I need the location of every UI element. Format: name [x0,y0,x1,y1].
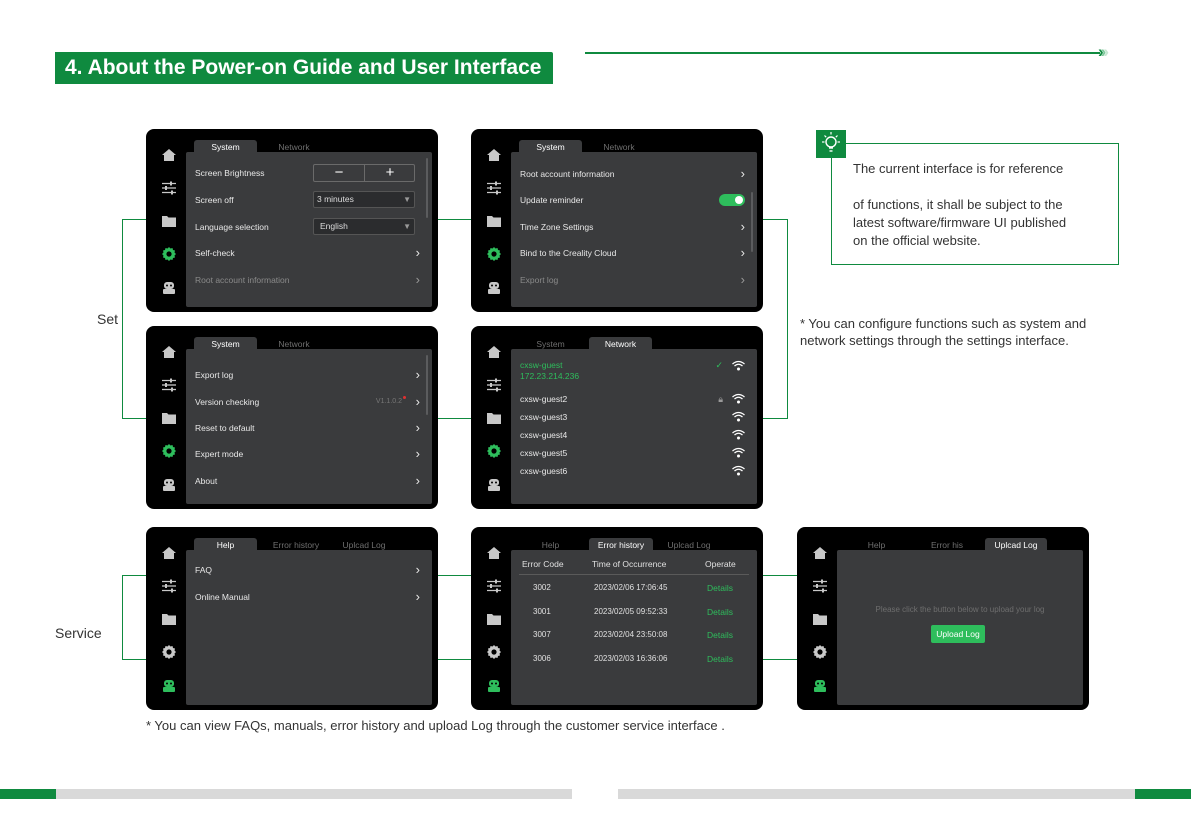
error-code-cell: 3007 [533,630,551,639]
tab-network[interactable]: Network [278,339,310,349]
screen-settings-system-3 [146,326,438,509]
faq-label: FAQ [195,565,213,575]
footer-bar-left [56,789,572,799]
reset-row[interactable] [195,420,420,436]
gear-icon[interactable] [161,443,177,459]
sliders-icon[interactable] [161,578,177,594]
tip-line: on the official website. [853,233,981,248]
update-reminder-row [520,192,745,208]
sliders-icon[interactable] [812,578,828,594]
wifi-icon [732,411,745,422]
sliders-icon[interactable] [486,180,502,196]
chevron-right-icon: › [415,367,420,382]
wifi-ssid: cxsw-guest2 [520,394,568,404]
bind-cloud-label: Bind to the Creality Cloud [520,248,617,258]
folder-icon[interactable] [486,410,502,426]
connector [438,659,471,660]
home-icon[interactable] [486,147,502,163]
wifi-icon [732,360,745,371]
connector [122,418,146,419]
scrollbar[interactable] [426,158,428,218]
language-value: English [320,221,348,231]
version-row[interactable] [195,394,420,410]
set-label: Set [97,311,119,327]
details-link[interactable]: Details [707,654,733,664]
brightness-stepper [313,164,415,182]
chevron-right-icon: › [415,473,420,488]
language-label: Language selection [195,222,269,232]
chevron-right-icon: › [415,562,420,577]
robot-icon[interactable] [161,279,177,295]
connector [122,575,146,576]
update-dot [403,396,406,399]
col-header-error-code: Error Code [522,559,564,569]
selfcheck-label: Self-check [195,248,235,258]
connector [763,575,797,576]
screen-settings-system-1 [146,129,438,312]
chevron-right-icon: › [740,272,745,287]
robot-icon[interactable] [486,279,502,295]
gear-icon[interactable] [812,644,828,660]
section-title: 4. About the Power-on Guide and User Interface [55,52,553,84]
connector [122,575,123,659]
home-icon[interactable] [161,545,177,561]
connector [438,219,471,220]
sidebar [154,336,184,506]
screen-off-select[interactable] [313,191,415,208]
wifi-icon [732,447,745,458]
help-panel [186,550,432,705]
root-account-row[interactable] [195,272,420,288]
col-header-time: Time of Occurrence [592,559,667,569]
scrollbar[interactable] [751,192,753,252]
robot-icon[interactable] [812,677,828,693]
header-rule [585,52,1100,54]
time-cell: 2023/02/03 16:36:06 [594,654,668,663]
time-cell: 2023/02/04 23:50:08 [594,630,668,639]
home-icon[interactable] [161,344,177,360]
connector [763,219,788,220]
robot-icon[interactable] [486,677,502,693]
tip-line: The current interface is for reference [853,161,1064,176]
footer-bar-right-accent [1135,789,1191,799]
wifi-row[interactable] [520,427,745,443]
expert-mode-label: Expert mode [195,449,244,459]
robot-icon[interactable] [161,476,177,492]
sidebar [479,336,509,506]
screen-settings-system-2 [471,129,763,312]
caret-down-icon: ▼ [403,195,411,204]
faq-row[interactable] [195,562,420,578]
tab-network[interactable]: Network [603,142,635,152]
folder-icon[interactable] [486,213,502,229]
tab-help[interactable]: Help [541,540,560,550]
robot-icon[interactable] [486,476,502,492]
chevron-right-icon: › [415,272,420,287]
sidebar [805,537,835,707]
service-note: * You can view FAQs, manuals, error history and upload Log through the customer service interface . [146,718,725,733]
folder-icon[interactable] [812,611,828,627]
selfcheck-row[interactable] [195,245,420,261]
sidebar [154,139,184,309]
connector [122,219,123,418]
sliders-icon[interactable] [161,377,177,393]
upload-instruction: Please click the button below to upload your log [875,605,1045,614]
folder-icon[interactable] [161,410,177,426]
wifi-row[interactable] [520,463,745,479]
robot-icon[interactable] [161,677,177,693]
error-code-cell: 3006 [533,654,551,663]
tab-upload-log[interactable]: Uplcad Log [342,540,386,550]
chevron-right-icon: › [415,394,420,409]
export-log-label: Export log [195,370,234,380]
screen-service-error-history [471,527,763,710]
chevrons-icon: ››› [1098,42,1107,61]
connector [438,418,471,419]
lightbulb-icon [816,130,846,158]
timezone-label: Time Zone Settings [520,222,594,232]
wifi-ssid: cxsw-guest3 [520,412,568,422]
root-account-label: Root account information [195,275,290,285]
connector [122,659,146,660]
details-link[interactable]: Details [707,630,733,640]
about-row[interactable] [195,473,420,489]
tab-error-history[interactable]: Error history [272,540,320,550]
tab-system[interactable]: System [194,140,257,155]
current-ip: 172.23.214.236 [520,371,580,381]
tab-network[interactable]: Network [278,142,310,152]
wifi-row[interactable] [520,445,745,461]
tab-system[interactable]: System [536,339,565,349]
home-icon[interactable] [812,545,828,561]
folder-icon[interactable] [486,611,502,627]
sidebar [479,139,509,309]
wifi-icon [732,393,745,404]
chevron-right-icon: › [415,446,420,461]
settings-panel [186,349,432,504]
chevron-right-icon: › [740,245,745,260]
screen-service-upload-log [797,527,1089,710]
tab-system[interactable]: System [519,140,582,155]
sliders-icon[interactable] [486,578,502,594]
time-cell: 2023/02/05 09:52:33 [594,607,668,616]
export-log-row[interactable] [195,367,420,383]
language-select[interactable] [313,218,415,235]
brightness-row [195,165,420,181]
header-divider [519,574,749,575]
bind-cloud-row[interactable] [520,245,745,261]
chevron-right-icon: › [415,245,420,260]
details-link[interactable]: Details [707,607,733,617]
scrollbar[interactable] [426,355,428,415]
root-account-row[interactable] [520,166,745,182]
connector [763,418,788,419]
wifi-current-row[interactable] [520,360,745,386]
wifi-ssid: cxsw-guest6 [520,466,568,476]
service-label: Service [55,625,102,641]
footer-bar-right [618,789,1135,799]
chevron-right-icon: › [740,219,745,234]
screen-off-value: 3 minutes [317,194,354,204]
version-label: Version checking [195,397,260,407]
connector [122,219,146,220]
tab-error-history[interactable]: Error his [930,540,964,550]
screen-service-help [146,527,438,710]
tip-line: of functions, it shall be subject to the [853,197,1063,212]
home-icon[interactable] [161,147,177,163]
tab-network[interactable]: Network [589,337,652,352]
gear-icon[interactable] [486,644,502,660]
tab-help[interactable]: Help [867,540,886,550]
error-code-cell: 3002 [533,583,551,592]
footer-bar-left-accent [0,789,56,799]
tab-help[interactable]: Help [194,538,257,553]
wifi-ssid: cxsw-guest4 [520,430,568,440]
sidebar [479,537,509,707]
wifi-row[interactable] [520,391,745,407]
settings-panel [511,152,757,307]
lock-icon: 🔒︎ [718,394,723,404]
gear-icon[interactable] [161,644,177,660]
connector [763,659,797,660]
chevron-right-icon: › [415,589,420,604]
brightness-label: Screen Brightness [195,168,265,178]
time-cell: 2023/02/06 17:06:45 [594,583,668,592]
online-manual-row[interactable] [195,589,420,605]
chevron-right-icon: › [740,166,745,181]
about-label: About [195,476,218,486]
check-icon: ✓ [715,360,723,370]
chevron-right-icon: › [415,420,420,435]
home-icon[interactable] [486,545,502,561]
update-reminder-toggle[interactable] [719,194,745,206]
error-history-panel [511,550,757,705]
tab-error-history[interactable]: Error history [589,538,653,553]
language-row [195,219,420,235]
home-icon[interactable] [486,344,502,360]
gear-icon[interactable] [486,443,502,459]
sliders-icon[interactable] [486,377,502,393]
wifi-icon [732,465,745,476]
tab-upload-log[interactable]: Uplcad Log [985,538,1047,553]
root-account-label: Root account information [520,169,615,179]
settings-note: * You can configure functions such as system and network settings through the settings interface. [800,316,1087,348]
settings-panel [186,152,432,307]
reset-label: Reset to default [195,423,255,433]
upload-log-panel [837,550,1083,705]
connector [438,575,471,576]
version-value: V1.1.0.2 [375,398,402,405]
decrease-button[interactable]: − [334,164,344,181]
tab-upload-log[interactable]: Uplcad Log [667,540,711,550]
folder-icon[interactable] [161,611,177,627]
expert-mode-row[interactable] [195,446,420,462]
current-ssid: cxsw-guest [520,360,563,370]
col-header-operate: Operate [705,559,736,569]
screen-settings-network [471,326,763,509]
upload-log-button[interactable]: Upload Log [931,625,985,643]
screen-off-row [195,192,420,208]
folder-icon[interactable] [161,213,177,229]
export-log-row[interactable] [520,272,745,288]
screen-off-label: Screen off [195,195,234,205]
update-reminder-label: Update reminder [520,195,584,205]
tip-line: latest software/firmware UI published [853,215,1067,230]
gear-icon[interactable] [486,246,502,262]
sliders-icon[interactable] [161,180,177,196]
connector [787,219,788,418]
error-code-cell: 3001 [533,607,551,616]
timezone-row[interactable] [520,219,745,235]
wifi-row[interactable] [520,409,745,425]
export-log-label: Export log [520,275,559,285]
network-panel [511,349,757,504]
wifi-ssid: cxsw-guest5 [520,448,568,458]
gear-icon[interactable] [161,246,177,262]
increase-button[interactable]: + [385,164,395,181]
online-manual-label: Online Manual [195,592,250,602]
wifi-icon [732,429,745,440]
details-link[interactable]: Details [707,583,733,593]
caret-down-icon: ▼ [403,222,411,231]
sidebar [154,537,184,707]
tab-system[interactable]: System [194,337,257,352]
